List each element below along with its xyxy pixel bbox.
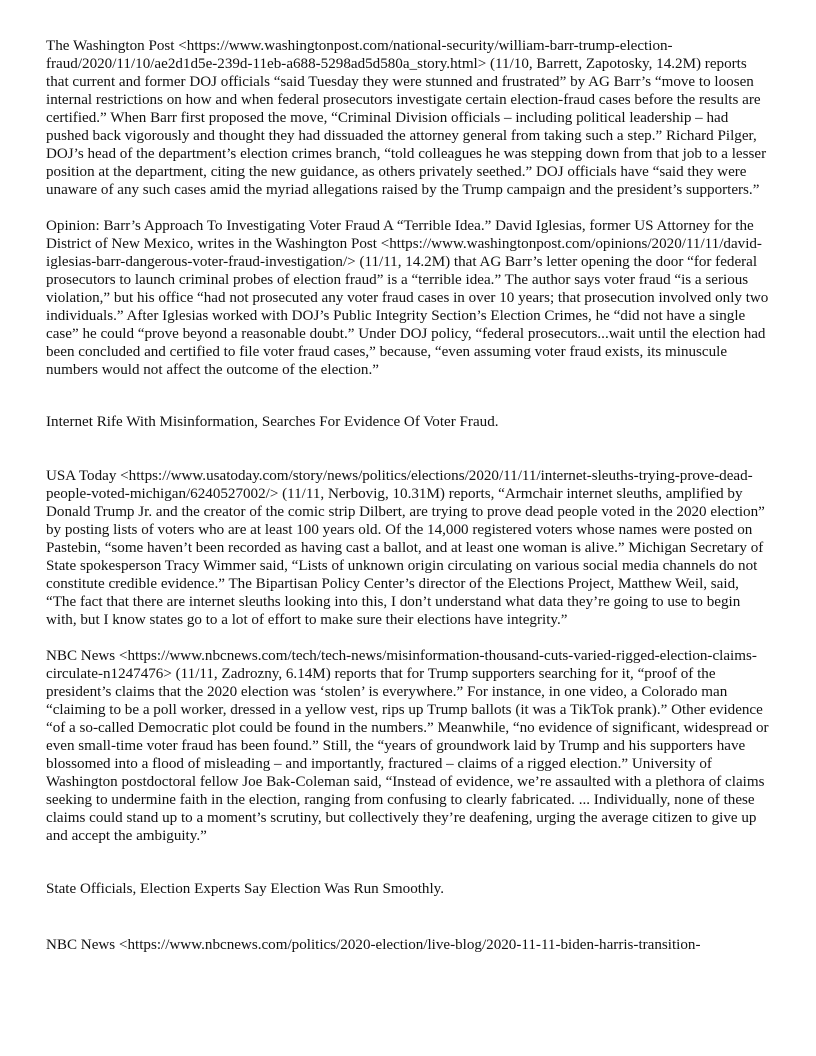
section-heading-misinformation: Internet Rife With Misinformation, Searches For Evidence Of Voter Fraud.: [46, 414, 499, 430]
section-heading-election-smooth: State Officials, Election Experts Say Election Was Run Smoothly.: [46, 881, 445, 897]
article-paragraph-iglesias-opinion: Opinion: Barr’s Approach To Investigating Voter Fraud A “Terrible Idea.” David Iglesias, former US Attorney for the District of New Mexico, writes in the Washington Post <https://www.washingtonpost.com/opinions/2020/11/11/david-iglesias-barr-dangerous-voter-fraud-investigation/> (11/11, 14.2M) that AG Barr’s letter opening the door “for federal prosecutors to launch criminal probes of election fraud” is a “terrible idea.” The author says voter fraud “is a serious violation,” but his office “had not prosecuted any voter fraud cases in over 10 years; that prosecution involved only two individuals.” After Iglesias worked with DOJ’s Public Integrity Section’s Election Crimes, he “did not have a single case” he could “prove beyond a reasonable doubt.” Under DOJ policy, “federal prosecutors...wait until the election had been concluded and certified to file voter fraud cases,” because, “even assuming voter fraud exists, its minuscule numbers would not affect the outcome of the election.”: [46, 218, 769, 378]
document-page: [46, 37, 772, 972]
article-paragraph-nbc-live-blog: NBC News <https://www.nbcnews.com/politics/2020-election/live-blog/2020-11-11-biden-harris-transition-: [46, 937, 701, 953]
article-paragraph-wapo-barr: The Washington Post <https://www.washingtonpost.com/national-security/william-barr-trump-election-fraud/2020/11/10/ae2d1d5e-239d-11eb-a688-5298ad5d580a_story.html> (11/10, Barrett, Zapotosky, 14.2M) reports that current and former DOJ officials “said Tuesday they were stunned and frustrated” by AG Barr’s “move to loosen internal restrictions on how and when federal prosecutors investigate certain election-fraud cases before the results are certified.” When Barr first proposed the move, “Criminal Division officials – including political leadership – had pushed back vigorously and thought they had dissuaded the attorney general from taking such a step.” Richard Pilger, DOJ’s head of the department’s election crimes branch, “told colleagues he was stepping down from that job to a lesser position at the department, citing the new guidance, as others privately seethed.” DOJ officials have “said they were unaware of any such cases amid the myriad allegations raised by the Trump campaign and the president’s supporters.”: [46, 38, 767, 198]
article-paragraph-nbc-misinformation: NBC News <https://www.nbcnews.com/tech/tech-news/misinformation-thousand-cuts-varied-rigged-election-claims-circulate-n1247476> (11/11, Zadrozny, 6.14M) reports that for Trump supporters searching for it, “proof of the president’s claims that the 2020 election was ‘stolen’ is everywhere.” For instance, in one video, a Colorado man “claiming to be a poll worker, dressed in a yellow vest, rips up Trump ballots (it was a TikTok prank).” Other evidence “of a so-called Democratic plot could be found in the numbers.” Meanwhile, “no evidence of significant, widespread or even small-time voter fraud has been found.” Still, the “years of groundwork laid by Trump and his supporters have blossomed into a flood of misleading – and importantly, fractured – claims of a rigged election.” University of Washington postdoctoral fellow Joe Bak-Coleman said, “Instead of evidence, we’re assaulted with a plethora of claims seeking to undermine faith in the election, ranging from confusing to clearly fabricated. ... Individually, none of these claims could stand up to a moment’s scrutiny, but collectively they’re deafening, urging the average citizen to give up and accept the ambiguity.”: [46, 648, 769, 844]
article-paragraph-usa-today: USA Today <https://www.usatoday.com/story/news/politics/elections/2020/11/11/internet-sleuths-trying-prove-dead-people-voted-michigan/6240527002/> (11/11, Nerbovig, 10.31M) reports, “Armchair internet sleuths, amplified by Donald Trump Jr. and the creator of the comic strip Dilbert, are trying to prove dead people voted in the 2020 election” by posting lists of voters who are at least 100 years old. Of the 14,000 registered voters whose names were posted on Pastebin, “some haven’t been recorded as having cast a ballot, and at least one woman is alive.” Michigan Secretary of State spokesperson Tracy Wimmer said, “Lists of unknown origin circulating on various social media channels do not constitute credible evidence.” The Bipartisan Policy Center’s director of the Elections Project, Matthew Weil, said, “The fact that there are internet sleuths looking into this, I don’t understand what data they’re going to use to begin with, but I know states go to a lot of effort to make sure their elections have integrity.”: [46, 468, 765, 628]
